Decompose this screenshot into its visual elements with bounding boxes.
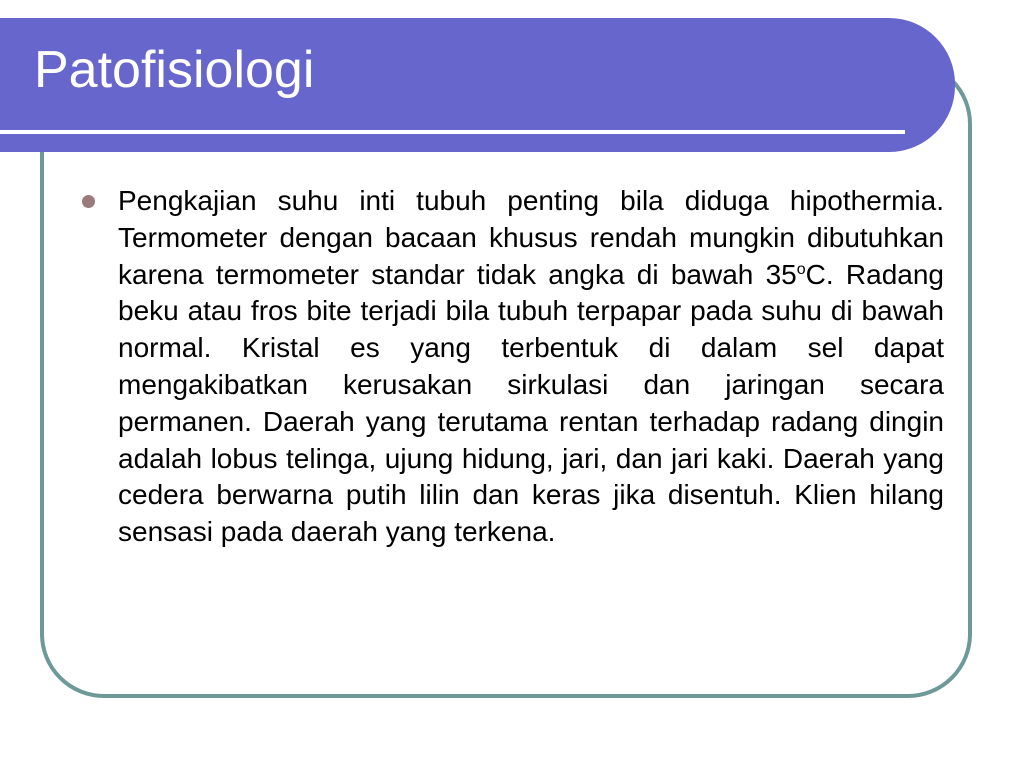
slide-title: Patofisiologi [34,41,315,99]
bullet-text-part: C. Radang beku atau fros bite terjadi bila tubuh terpapar pada suhu di bawah normal. Kristal es yang terbentuk di dalam sel dapat mengakibatkan kerusakan sirkulasi dan jaringan secara permanen. Daerah yang terutama rentan terhadap radang dingin adalah lobus telinga, ujung hidung, jari, dan jari kaki. Daerah yang cedera berwarna putih lilin dan keras jika disentuh. Klien hilang sensasi pada daerah yang terkena. [118,258,944,548]
bullet-icon [82,195,95,208]
bullet-text [118,183,944,551]
title-underline [0,130,905,134]
bullet-text-part: Pengkajian suhu inti tubuh penting bila diduga hipothermia. Termometer dengan bacaan khusus rendah mungkin dibutuhkan karena termometer standar tidak angka di bawah 35 [118,185,944,290]
degree-superscript: o [796,260,806,278]
